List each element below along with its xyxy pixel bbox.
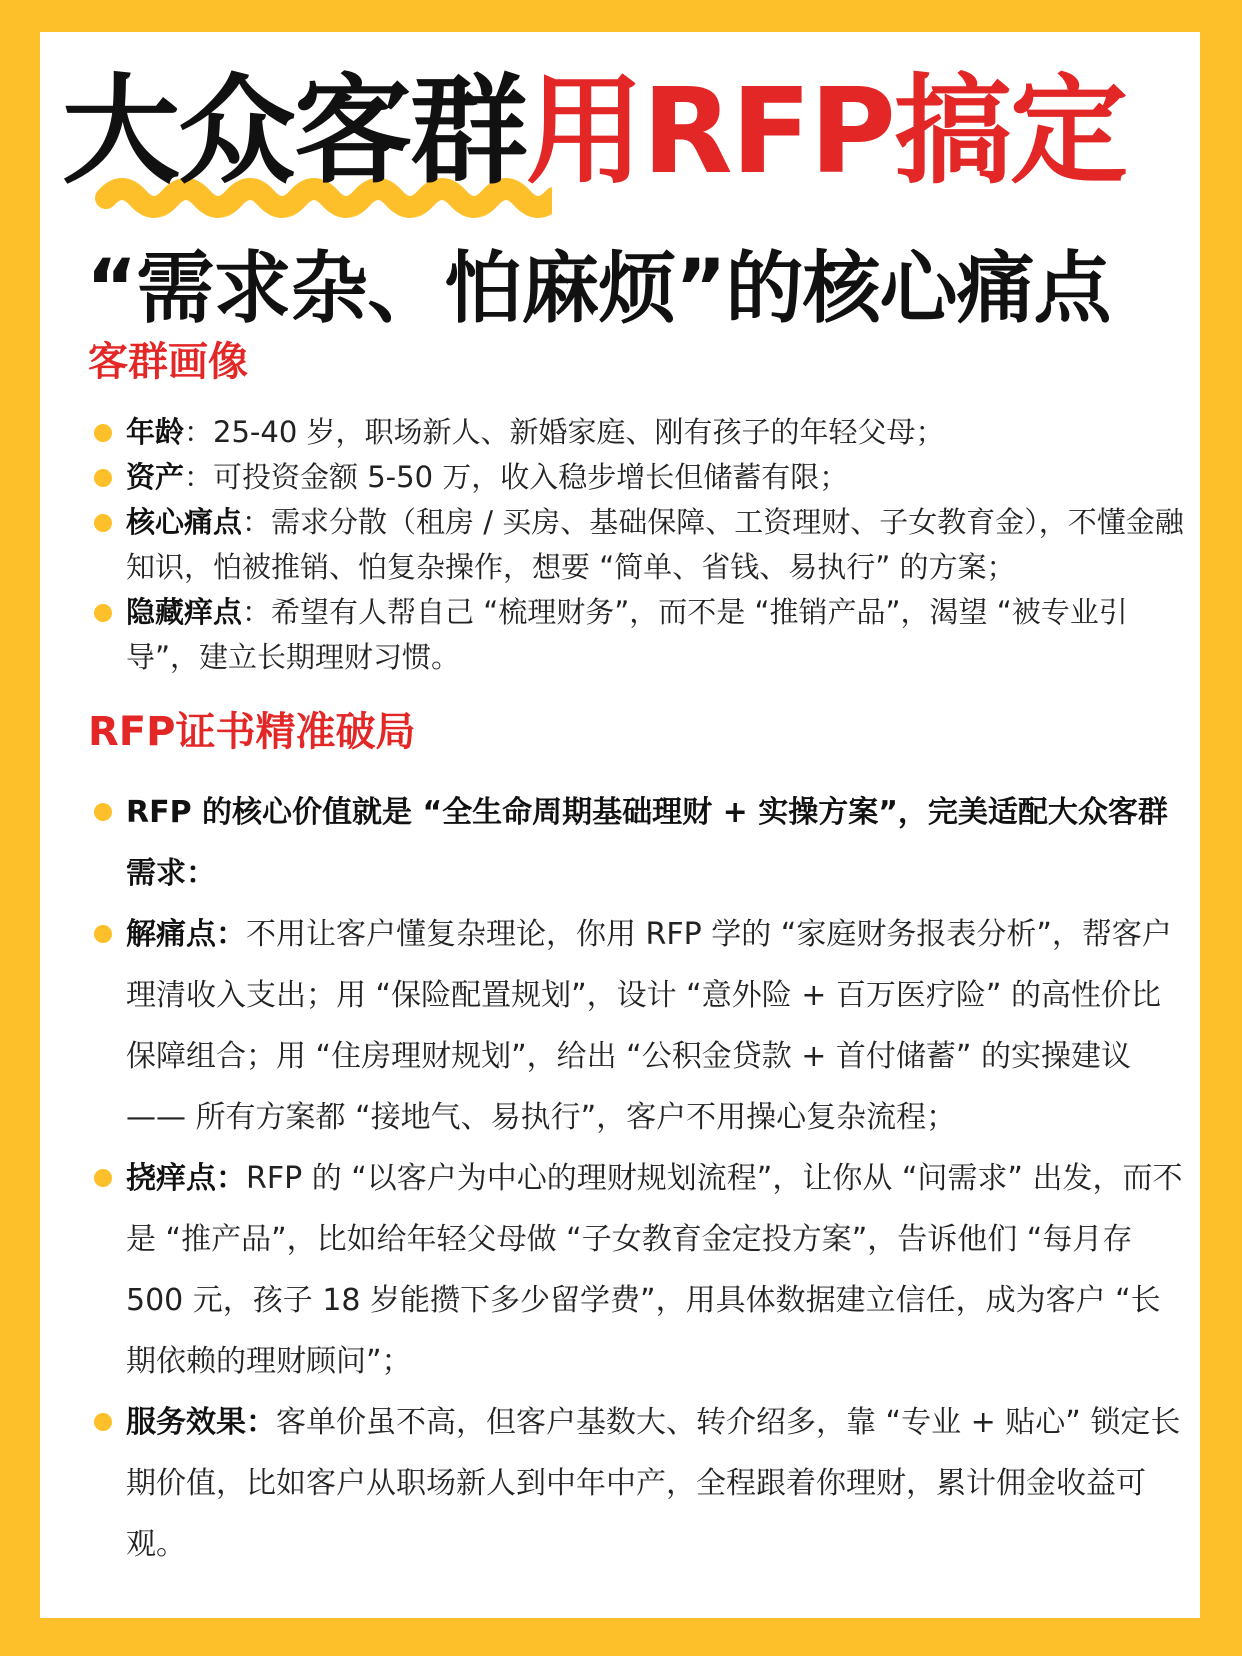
- list-item: [90, 500, 1184, 590]
- item-text: RFP 的 “以客户为中心的理财规划流程”，让你从 “问需求” 出发，而不是 “推产品”，比如给年轻父母做 “子女教育金定投方案”，告诉他们 “每月存 500 元，孩子 18 岁能攒下多少留学费”，用具体数据建立信任，成为客户 “长期依赖的理财顾问”；: [126, 1161, 1183, 1379]
- item-label: 挠痒点：: [126, 1161, 246, 1196]
- item-text: ：可投资金额 5-50 万，收入稳步增长但储蓄有限；: [184, 460, 849, 494]
- item-label: 服务效果：: [126, 1405, 276, 1440]
- list-item: [90, 410, 1184, 455]
- subtitle: “需求杂、怕麻烦”的核心痛点: [86, 244, 1111, 334]
- item-text: ：需求分散（租房 / 买房、基础保障、工资理财、子女教育金），不懂金融知识，怕被推销、怕复杂操作，想要 “简单、省钱、易执行” 的方案；: [126, 505, 1184, 584]
- list-item: [90, 590, 1184, 680]
- list-item: [90, 455, 1184, 500]
- section-heading-persona: 客群画像: [88, 339, 248, 385]
- bullet-dot: [94, 514, 112, 532]
- item-label: 核心痛点: [126, 505, 243, 539]
- item-label: 隐藏痒点: [126, 595, 243, 629]
- bullet-dot: [94, 803, 112, 821]
- rfp-list: [90, 782, 1184, 1575]
- bullet-dot: [94, 925, 112, 943]
- persona-list: [90, 410, 1184, 680]
- title-red-part: 用RFP搞定: [526, 62, 1126, 200]
- bullet-dot: [94, 469, 112, 487]
- list-item: [90, 782, 1184, 904]
- item-text: ：希望有人帮自己 “梳理财务”，而不是 “推销产品”，渴望 “被专业引导”，建立长期理财习惯。: [126, 595, 1128, 674]
- item-text: 不用让客户懂复杂理论，你用 RFP 学的 “家庭财务报表分析”，帮客户理清收入支出；用 “保险配置规划”，设计 “意外险 + 百万医疗险” 的高性价比保障组合；用 “住房理财规划”，给出 “公积金贷款 + 首付储蓄” 的实操建议 —— 所有方案都 “接地气、易执行”，客户不用操心复杂流程；: [126, 917, 1172, 1135]
- item-text: RFP 的核心价值就是 “全生命周期基础理财 + 实操方案”，完美适配大众客群需求：: [126, 795, 1168, 891]
- title-black-part: 大众客群: [62, 62, 527, 200]
- bullet-dot: [94, 1413, 112, 1431]
- list-item: [90, 1148, 1184, 1392]
- list-item: [90, 904, 1184, 1148]
- bullet-dot: [94, 604, 112, 622]
- list-item: [90, 1392, 1184, 1575]
- item-text: ：25-40 岁，职场新人、新婚家庭、刚有孩子的年轻父母；: [184, 415, 945, 449]
- main-title: [62, 62, 1126, 200]
- item-label: 解痛点：: [126, 917, 246, 952]
- item-label: 资产: [126, 460, 185, 494]
- item-text: 客单价虽不高，但客户基数大、转介绍多，靠 “专业 + 贴心” 锁定长期价值，比如客户从职场新人到中年中产，全程跟着你理财，累计佣金收益可观。: [126, 1405, 1181, 1562]
- bullet-dot: [94, 424, 112, 442]
- item-label: 年龄: [126, 415, 185, 449]
- bullet-dot: [94, 1169, 112, 1187]
- section-heading-rfp: RFP证书精准破局: [88, 709, 416, 755]
